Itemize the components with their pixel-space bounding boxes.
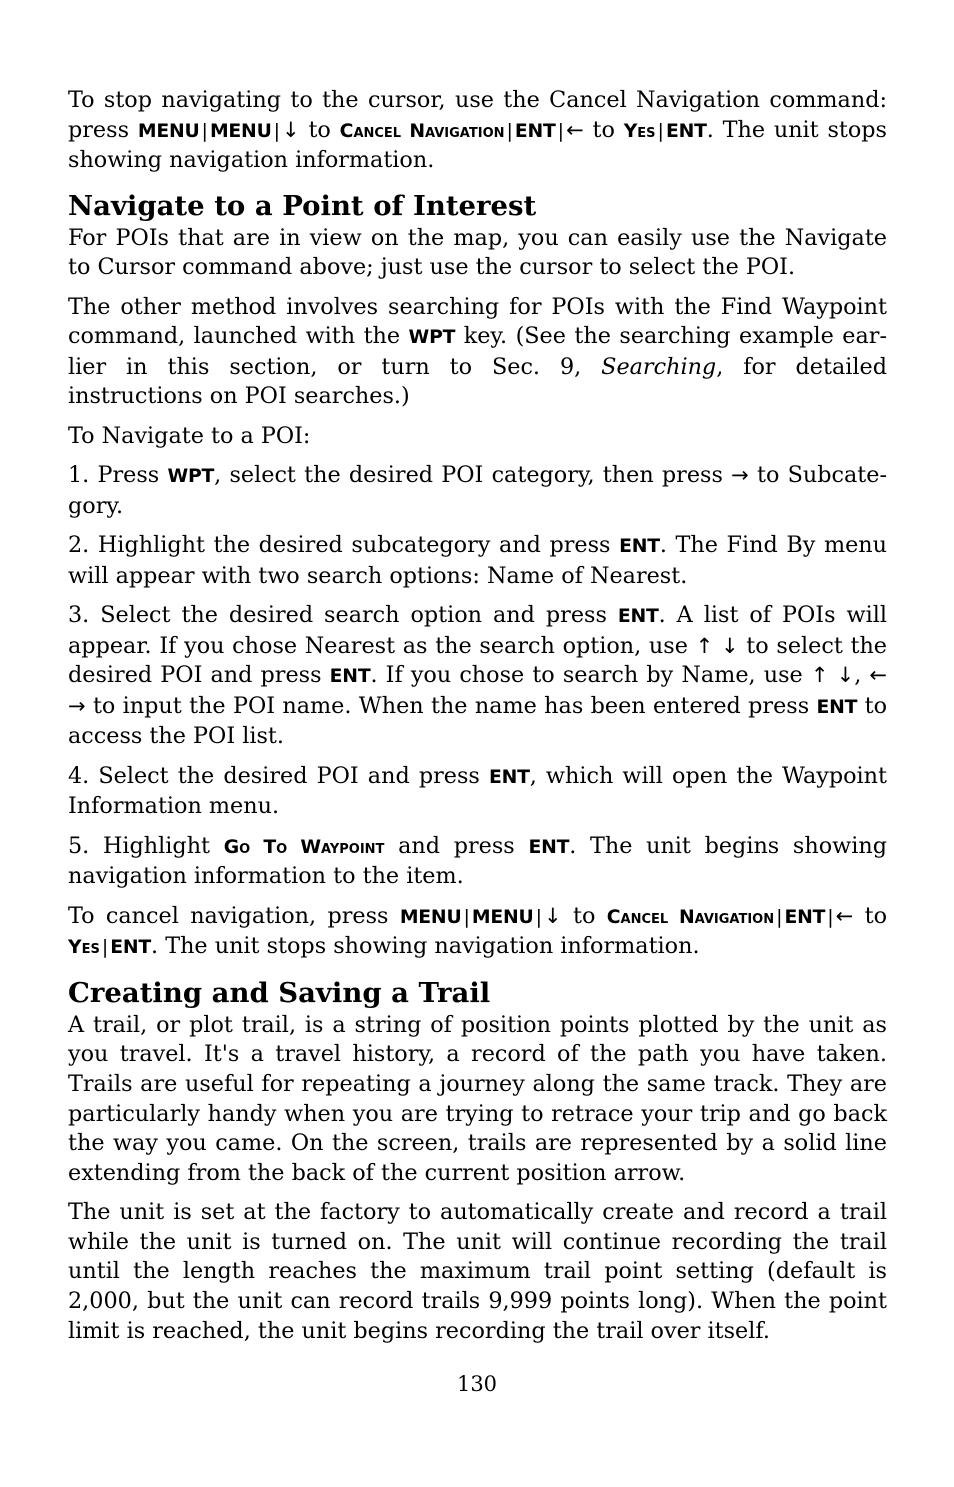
key-menu: MENU <box>471 906 534 928</box>
text: to select the desired POI and press <box>68 632 888 689</box>
separator: | <box>827 905 834 928</box>
text: 1. Press <box>68 462 168 489</box>
document-page <box>68 86 887 1346</box>
right-arrow-icon: → <box>731 463 749 488</box>
down-arrow-icon: ↓ <box>720 633 739 658</box>
key-ent: ENT <box>619 536 660 558</box>
key-ent: ENT <box>110 937 152 959</box>
key-ent: ENT <box>329 666 371 688</box>
paragraph-cancel-navigation <box>68 902 887 963</box>
text: 5. Highlight <box>68 832 224 859</box>
step-1 <box>68 461 887 521</box>
key-ent: ENT <box>528 836 570 858</box>
paragraph-cancel-cursor <box>68 86 887 176</box>
separator: | <box>463 905 470 928</box>
separator: | <box>657 119 664 142</box>
paragraph-to-navigate: To Navigate to a POI: <box>68 422 311 449</box>
key-ent: ENT <box>665 120 707 142</box>
paragraph-trail-definition: A trail, or plot trail, is a string of position points plotted by the unit as you travel. It's a travel history, a record of the path you have taken. Trails are useful for repeating a journey along the same track. They are particularly handy when you are trying to retrace your trip and go back the way you came. On the screen, trails are represented by a solid line extending from the back of the current position arrow. <box>68 1011 887 1186</box>
key-wpt: WPT <box>167 466 215 488</box>
heading-creating-trail: Creating and Saving a Trail <box>68 976 491 1009</box>
step-2 <box>68 531 887 591</box>
text: The other method involves searching for POIs with the Find Waypoint command, launched with the <box>68 293 887 350</box>
separator: | <box>506 119 513 142</box>
up-arrow-icon: ↑ <box>695 633 714 658</box>
text: to <box>299 116 340 143</box>
text: key. (See the searching example earlier in this section, or turn to Sec. 9, <box>68 323 887 380</box>
key-menu: MENU <box>399 906 462 928</box>
text: To cancel navigation, press <box>68 902 400 929</box>
down-arrow-icon: ↓ <box>282 117 300 142</box>
text: 3. Select the desired search option and press <box>68 602 618 629</box>
key-ent: ENT <box>514 120 556 142</box>
text: To stop navigating to the cursor, use the Cancel Navigation command: press <box>68 87 887 143</box>
paragraph-trail-recording: The unit is set at the factory to automatically create and record a trail while the unit is turned on. The unit will continue recording the trail until the length reaches the maximum trail point setting (default is 2,000, but the unit can record trails 9,999 points long). When the point limit is reached, the unit begins recording the trail over itself. <box>68 1199 887 1344</box>
text: to Subcategory. <box>68 462 887 519</box>
separator: | <box>535 905 543 928</box>
paragraph-poi-search <box>68 293 887 412</box>
text: , which will open the Waypoint Information menu. <box>68 762 888 820</box>
key-ent: ENT <box>784 906 826 928</box>
text: , select the desired POI category, then press <box>214 462 732 489</box>
left-arrow-icon: ← <box>566 117 584 142</box>
up-arrow-icon: ↑ <box>810 663 829 688</box>
page-number: 130 <box>456 1372 498 1396</box>
text: to <box>561 902 607 929</box>
text: . The unit stops showing navigation information. <box>68 116 887 174</box>
down-arrow-icon: ↓ <box>836 663 855 688</box>
searching-reference: Searching <box>601 353 717 380</box>
key-wpt: WPT <box>408 327 456 349</box>
text: . The Find By menu will appear with two search options: Name of Nearest. <box>68 532 888 589</box>
menu-yes: Yes <box>623 120 656 142</box>
key-ent: ENT <box>488 766 530 788</box>
separator: | <box>201 119 208 142</box>
separator: | <box>101 936 109 959</box>
key-menu: MENU <box>209 120 272 142</box>
text: , for detailed instructions on POI searches.) <box>68 353 887 410</box>
left-arrow-icon: ← <box>869 663 888 688</box>
heading-navigate-poi: Navigate to a Point of Interest <box>68 189 537 222</box>
text: . The unit stops showing navigation information. <box>151 933 700 960</box>
text: to <box>853 902 888 929</box>
menu-go-to-waypoint: Go To Waypoint <box>223 836 385 858</box>
text: and press <box>384 832 529 859</box>
left-arrow-icon: ← <box>835 903 854 928</box>
text: 2. Highlight the desired subcategory and press <box>68 532 620 559</box>
step-5 <box>68 832 887 892</box>
text: to input the POI name. When the name has been entered press <box>85 692 817 719</box>
text: . The unit begins showing navigation information to the item. <box>68 832 888 890</box>
paragraph-poi-view: For POIs that are in view on the map, you can easily use the Navigate to Cursor command above; just use the cursor to select the POI. <box>68 224 887 281</box>
key-ent: ENT <box>816 696 858 718</box>
key-ent: ENT <box>617 606 659 628</box>
text: 4. Select the desired POI and press <box>68 762 489 789</box>
separator: | <box>273 119 281 142</box>
key-menu: MENU <box>137 120 200 142</box>
right-arrow-icon: → <box>68 693 86 718</box>
text: . A list of POIs will appear. If you chose Nearest as the search option, use <box>68 602 887 659</box>
down-arrow-icon: ↓ <box>544 903 562 928</box>
text: to <box>583 116 624 143</box>
separator: | <box>776 905 783 928</box>
text: , <box>854 662 870 689</box>
step-4 <box>68 762 887 822</box>
separator: | <box>557 119 565 142</box>
menu-cancel-navigation: Cancel Navigation <box>606 906 775 928</box>
menu-cancel-navigation: Cancel Navigation <box>339 120 505 142</box>
text <box>828 662 836 688</box>
text: to access the POI list. <box>68 692 887 750</box>
menu-yes: Yes <box>68 937 100 959</box>
step-3 <box>68 601 887 752</box>
text <box>713 633 721 659</box>
text: . If you chose to search by Name, use <box>370 662 811 689</box>
